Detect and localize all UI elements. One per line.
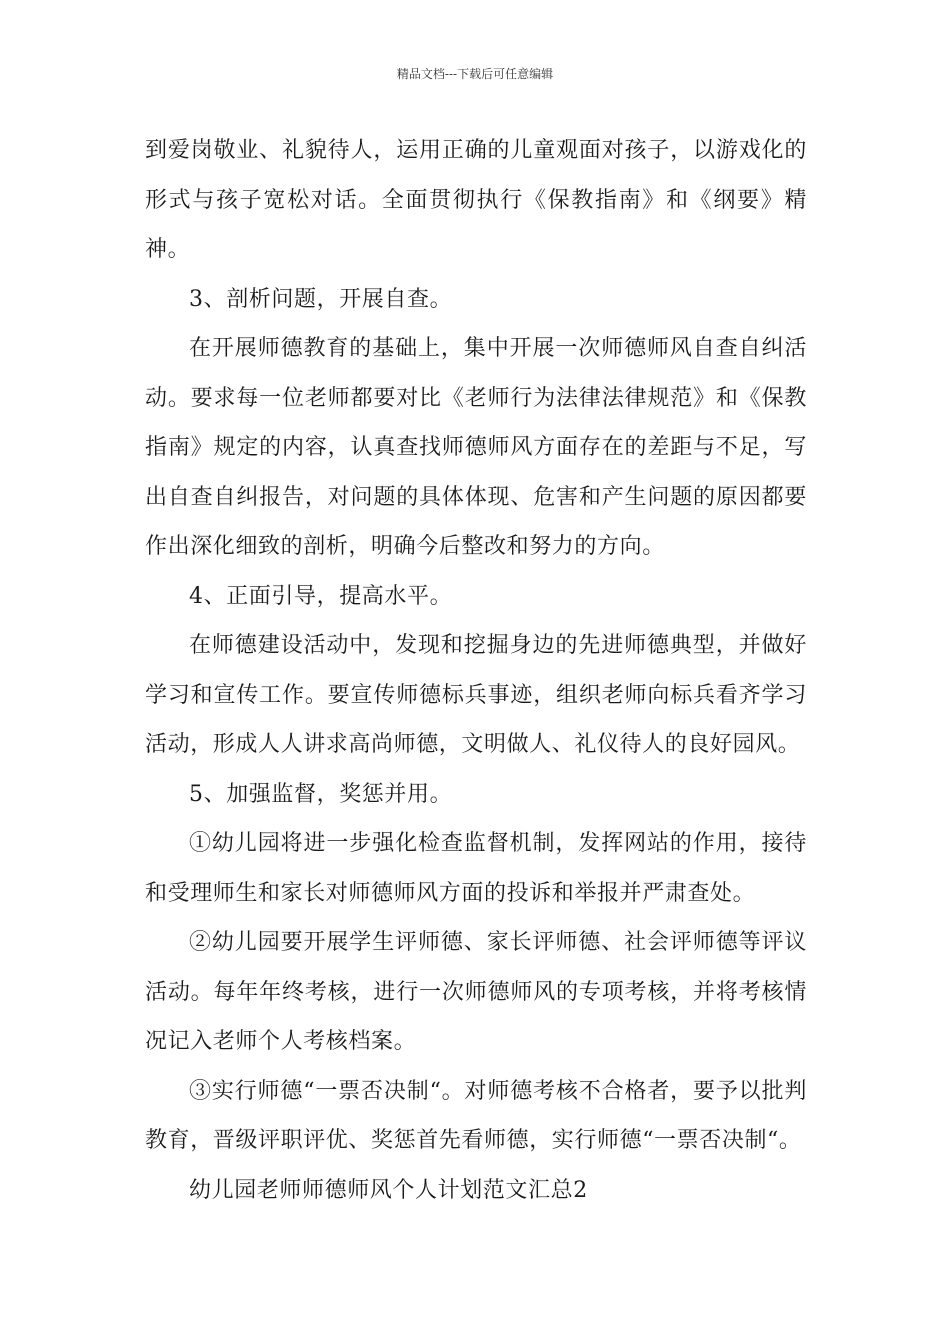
section-heading-3: 3、剖析问题，开展自查。 xyxy=(189,286,453,312)
paragraph-self-check: 在开展师德教育的基础上，集中开展一次师德师风自查自纠活动。要求每一位老师都要对比《老师行为法律法律规范》和《保教指南》规定的内容，认真查找师德师风方面存在的差距与不足，写出自查自纠报告，对问题的具体体现、危害和产生问题的原因都要作出深化细致的剖析，明确今后整改和努力的方向。 xyxy=(145,336,807,559)
paragraph-continuation: 到爱岗敬业、礼貌待人，运用正确的儿童观面对孩子，以游戏化的形式与孩子宽松对话。全面贯彻执行《保教指南》和《纲要》精神。 xyxy=(145,138,807,262)
paragraph-item-3: ③实行师德“一票否决制“。对师德考核不合格者，要予以批判教育，晋级评职评优、奖惩首先看师德，实行师德“一票否决制“。 xyxy=(145,1078,807,1153)
paragraph-item-2: ②幼儿园要开展学生评师德、家长评师德、社会评师德等评议活动。每年年终考核，进行一次师德师风的专项考核，并将考核情况记入老师个人考核档案。 xyxy=(145,930,807,1054)
page-header: 精品文档---下载后可任意编辑 xyxy=(396,67,554,81)
paragraph-item-1: ①幼儿园将进一步强化检查监督机制，发挥网站的作用，接待和受理师生和家长对师德师风方面的投诉和举报并严肃查处。 xyxy=(145,831,807,906)
section-heading-5: 5、加强监督，奖惩并用。 xyxy=(189,781,453,807)
next-document-title: 幼儿园老师师德师风个人计划范文汇总2 xyxy=(189,1177,588,1203)
paragraph-guidance: 在师德建设活动中，发现和挖掘身边的先进师德典型，并做好学习和宣传工作。要宣传师德标兵事迹，组织老师向标兵看齐学习活动，形成人人讲求高尚师德，文明做人、礼仪待人的良好园风。 xyxy=(145,633,807,757)
document-body xyxy=(145,126,807,1215)
section-heading-4: 4、正面引导，提高水平。 xyxy=(189,583,453,609)
